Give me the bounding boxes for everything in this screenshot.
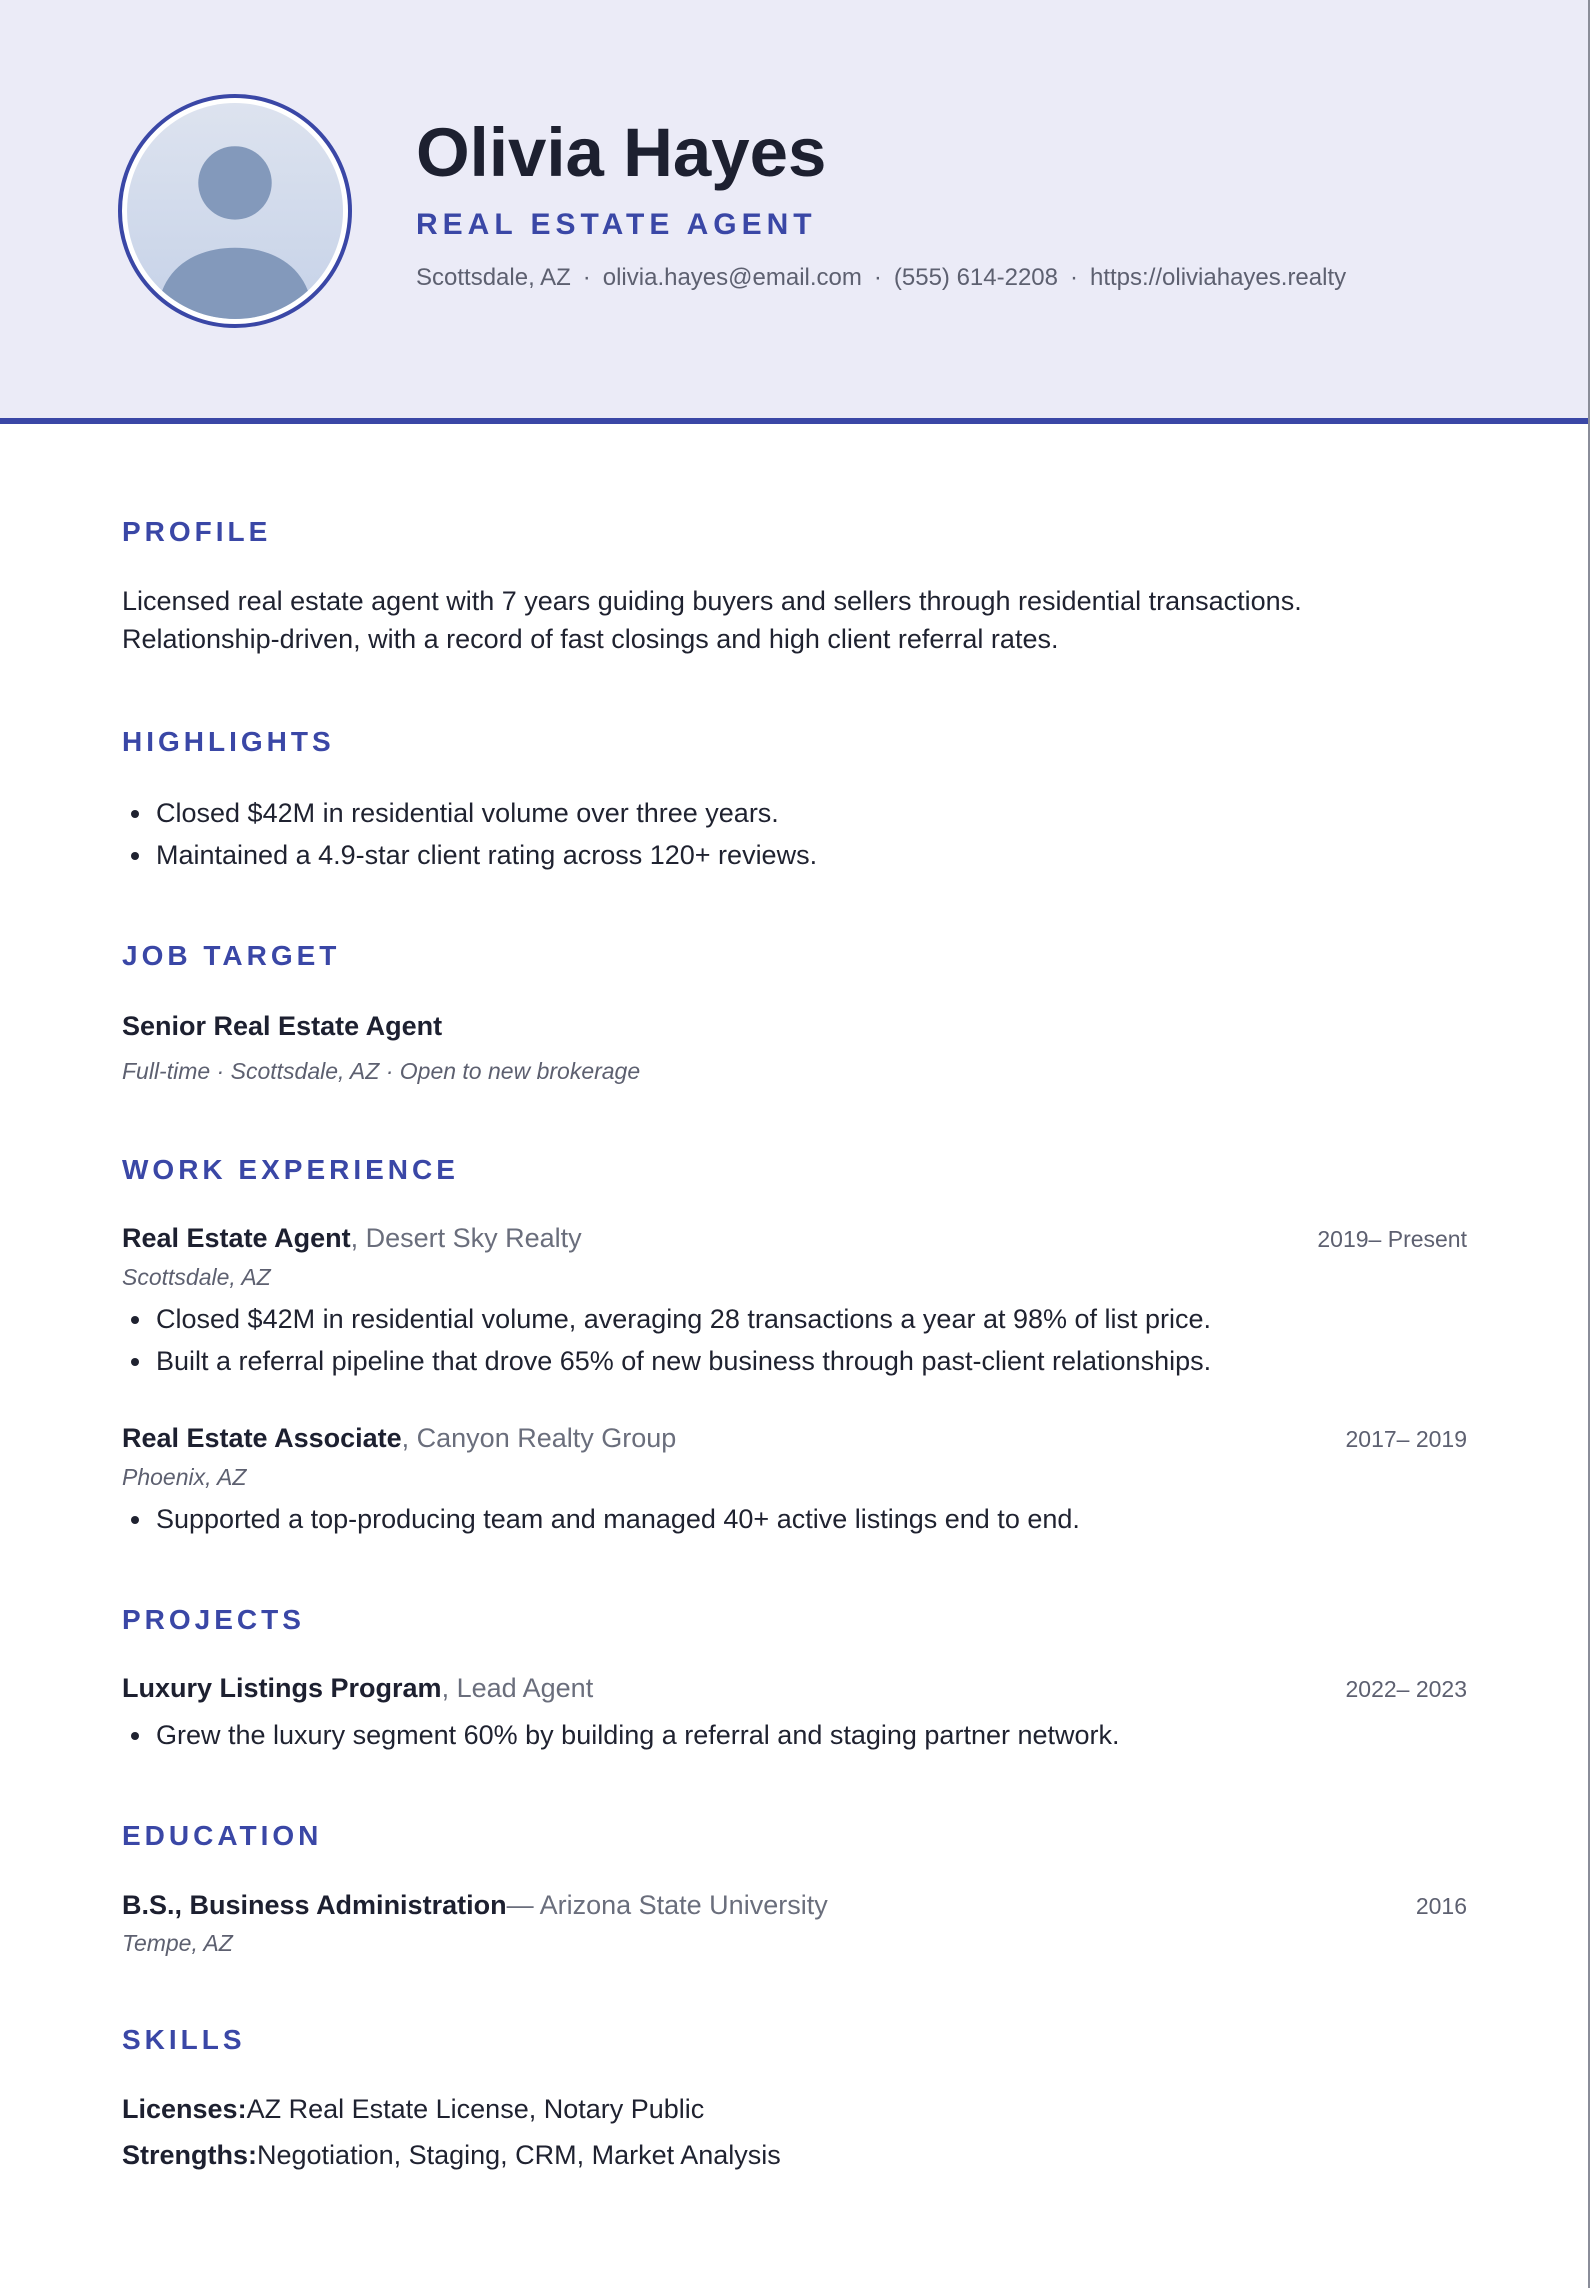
job-dates: 2017– 2019 xyxy=(1345,1426,1467,1452)
job-entry-title xyxy=(122,1225,582,1252)
skill-row xyxy=(122,2096,704,2123)
contact-phone[interactable]: (555) 614-2208 xyxy=(893,264,1058,291)
project-role: , Lead Agent xyxy=(441,1673,594,1703)
job-target-heading: JOB TARGET xyxy=(122,940,341,971)
list-item: Built a referral pipeline that drove 65% of new business through past-client relationships. xyxy=(122,1340,1211,1382)
contact-location: Scottsdale, AZ xyxy=(416,264,571,291)
job-bullets xyxy=(122,1298,1211,1382)
contact-separator: · xyxy=(1070,264,1078,291)
projects-heading: PROJECTS xyxy=(122,1604,305,1635)
project-bullets xyxy=(122,1714,1120,1756)
list-item: Closed $42M in residential volume, averaging 28 transactions a year at 98% of list price. xyxy=(122,1298,1211,1340)
skill-value: Negotiation, Staging, CRM, Market Analysis xyxy=(257,2140,781,2170)
contact-website[interactable]: https://oliviahayes.realty xyxy=(1090,264,1347,291)
job-role: Real Estate Agent xyxy=(122,1223,351,1253)
highlights-list xyxy=(122,792,817,876)
skill-label: Strengths: xyxy=(122,2140,257,2170)
education-heading: EDUCATION xyxy=(122,1820,323,1851)
highlights-heading: HIGHLIGHTS xyxy=(122,726,335,757)
skill-value: AZ Real Estate License, Notary Public xyxy=(246,2094,705,2124)
list-item: Grew the luxury segment 60% by building a referral and staging partner network. xyxy=(122,1714,1120,1756)
job-bullets xyxy=(122,1498,1080,1540)
contact-line xyxy=(416,266,1346,290)
job-company: , Canyon Realty Group xyxy=(401,1423,677,1453)
work-experience-heading: WORK EXPERIENCE xyxy=(122,1154,459,1185)
job-location: Phoenix, AZ xyxy=(122,1464,247,1490)
education-location: Tempe, AZ xyxy=(122,1930,233,1956)
project-name: Luxury Listings Program xyxy=(122,1673,442,1703)
job-entry-title xyxy=(122,1425,676,1452)
resume-header xyxy=(0,0,1588,424)
target-job-title: Senior Real Estate Agent xyxy=(122,1011,443,1041)
contact-separator: · xyxy=(582,264,591,291)
education-entry-title xyxy=(122,1892,828,1919)
candidate-name: Olivia Hayes xyxy=(416,114,827,191)
job-role: Real Estate Associate xyxy=(122,1423,402,1453)
education-year: 2016 xyxy=(1415,1893,1467,1919)
skills-heading: SKILLS xyxy=(122,2024,246,2055)
skill-row xyxy=(122,2142,781,2169)
target-job-details: Full-time · Scottsdale, AZ · Open to new brokerage xyxy=(122,1058,641,1084)
list-item: Closed $42M in residential volume over three years. xyxy=(122,792,817,834)
contact-email[interactable]: olivia.hayes@email.com xyxy=(602,264,862,291)
list-item: Maintained a 4.9-star client rating across 120+ reviews. xyxy=(122,834,817,876)
skill-label: Licenses: xyxy=(122,2094,247,2124)
project-dates: 2022– 2023 xyxy=(1345,1676,1467,1702)
profile-summary: Licensed real estate agent with 7 years guiding buyers and sellers through residential transactions. Relationship-driven, with a record of fast closings and high client referral rates. xyxy=(122,586,1302,654)
job-location: Scottsdale, AZ xyxy=(122,1264,271,1290)
list-item: Supported a top-producing team and managed 40+ active listings end to end. xyxy=(122,1498,1080,1540)
person-silhouette-icon xyxy=(127,103,343,319)
profile-heading: PROFILE xyxy=(122,516,272,547)
candidate-title: REAL ESTATE AGENT xyxy=(416,208,817,241)
job-company: , Desert Sky Realty xyxy=(350,1223,582,1253)
education-degree: B.S., Business Administration xyxy=(122,1890,507,1920)
avatar xyxy=(118,94,352,328)
job-dates: 2019– Present xyxy=(1317,1226,1467,1252)
contact-separator: · xyxy=(873,264,882,291)
project-entry-title xyxy=(122,1675,593,1702)
education-school: — Arizona State University xyxy=(506,1890,828,1920)
